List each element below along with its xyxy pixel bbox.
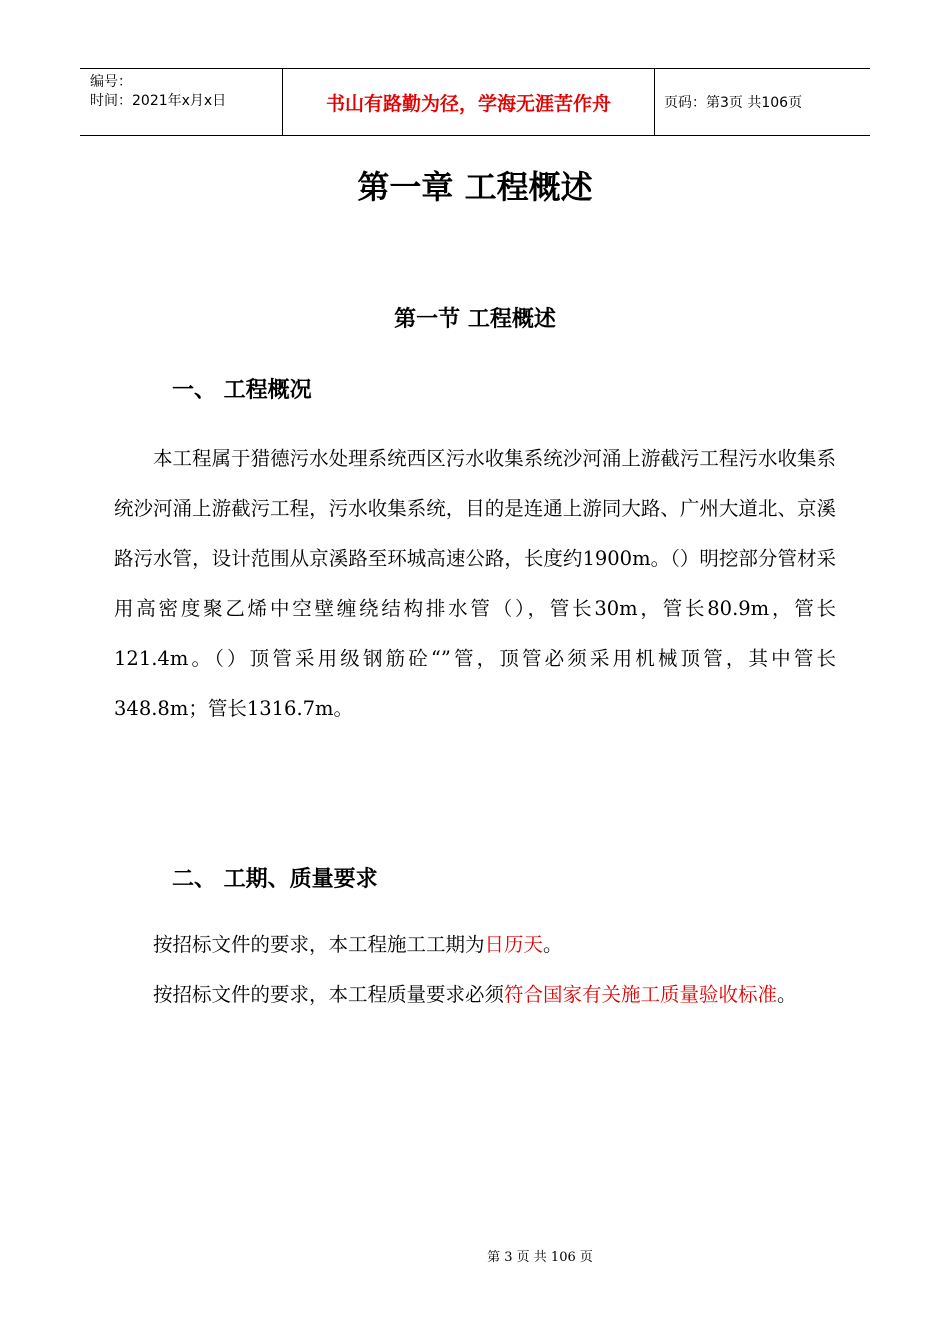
paragraph-schedule	[114, 920, 836, 970]
header-motto: 书山有路勤为径，学海无涯苦作舟	[282, 69, 655, 135]
schedule-text: 按招标文件的要求，本工程施工工期为	[153, 933, 485, 956]
quality-text: 按招标文件的要求，本工程质量要求必须	[153, 983, 505, 1006]
schedule-highlight: 日历天	[484, 933, 544, 956]
page-header	[80, 68, 870, 136]
page-footer: 第 3 页 共 106 页	[487, 1250, 593, 1265]
document-date: 时间：2021年x月x日	[90, 93, 227, 109]
heading-schedule-quality: 二、 工期、质量要求	[172, 867, 378, 892]
paragraph-project-overview: 本工程属于猎德污水处理系统西区污水收集系统沙河涌上游截污工程污水收集系统沙河涌上游截污工程，污水收集系统，目的是连通上游同大路、广州大道北、京溪路污水管，设计范围从京溪路至环城高速公路，长度约1900m。（）明挖部分管材采用高密度聚乙烯中空壁缠绕结构排水管（），管长30m，管长80.9m，管长121.4m。（）顶管采用级钢筋砼“”管，顶管必须采用机械顶管，其中管长348.8m；管长1316.7m。	[114, 447, 836, 720]
section-title: 第一节 工程概述	[394, 307, 556, 332]
quality-highlight: 符合国家有关施工质量验收标准	[504, 983, 778, 1006]
quality-end: 。	[777, 983, 797, 1006]
document-number: 编号：	[90, 74, 132, 90]
schedule-end: 。	[543, 933, 563, 956]
heading-project-overview: 一、 工程概况	[172, 378, 312, 403]
header-meta	[80, 69, 282, 135]
header-page-number: 页码：第3页 共106页	[664, 95, 803, 111]
chapter-title: 第一章 工程概述	[357, 168, 593, 206]
paragraph-quality	[114, 970, 836, 1020]
